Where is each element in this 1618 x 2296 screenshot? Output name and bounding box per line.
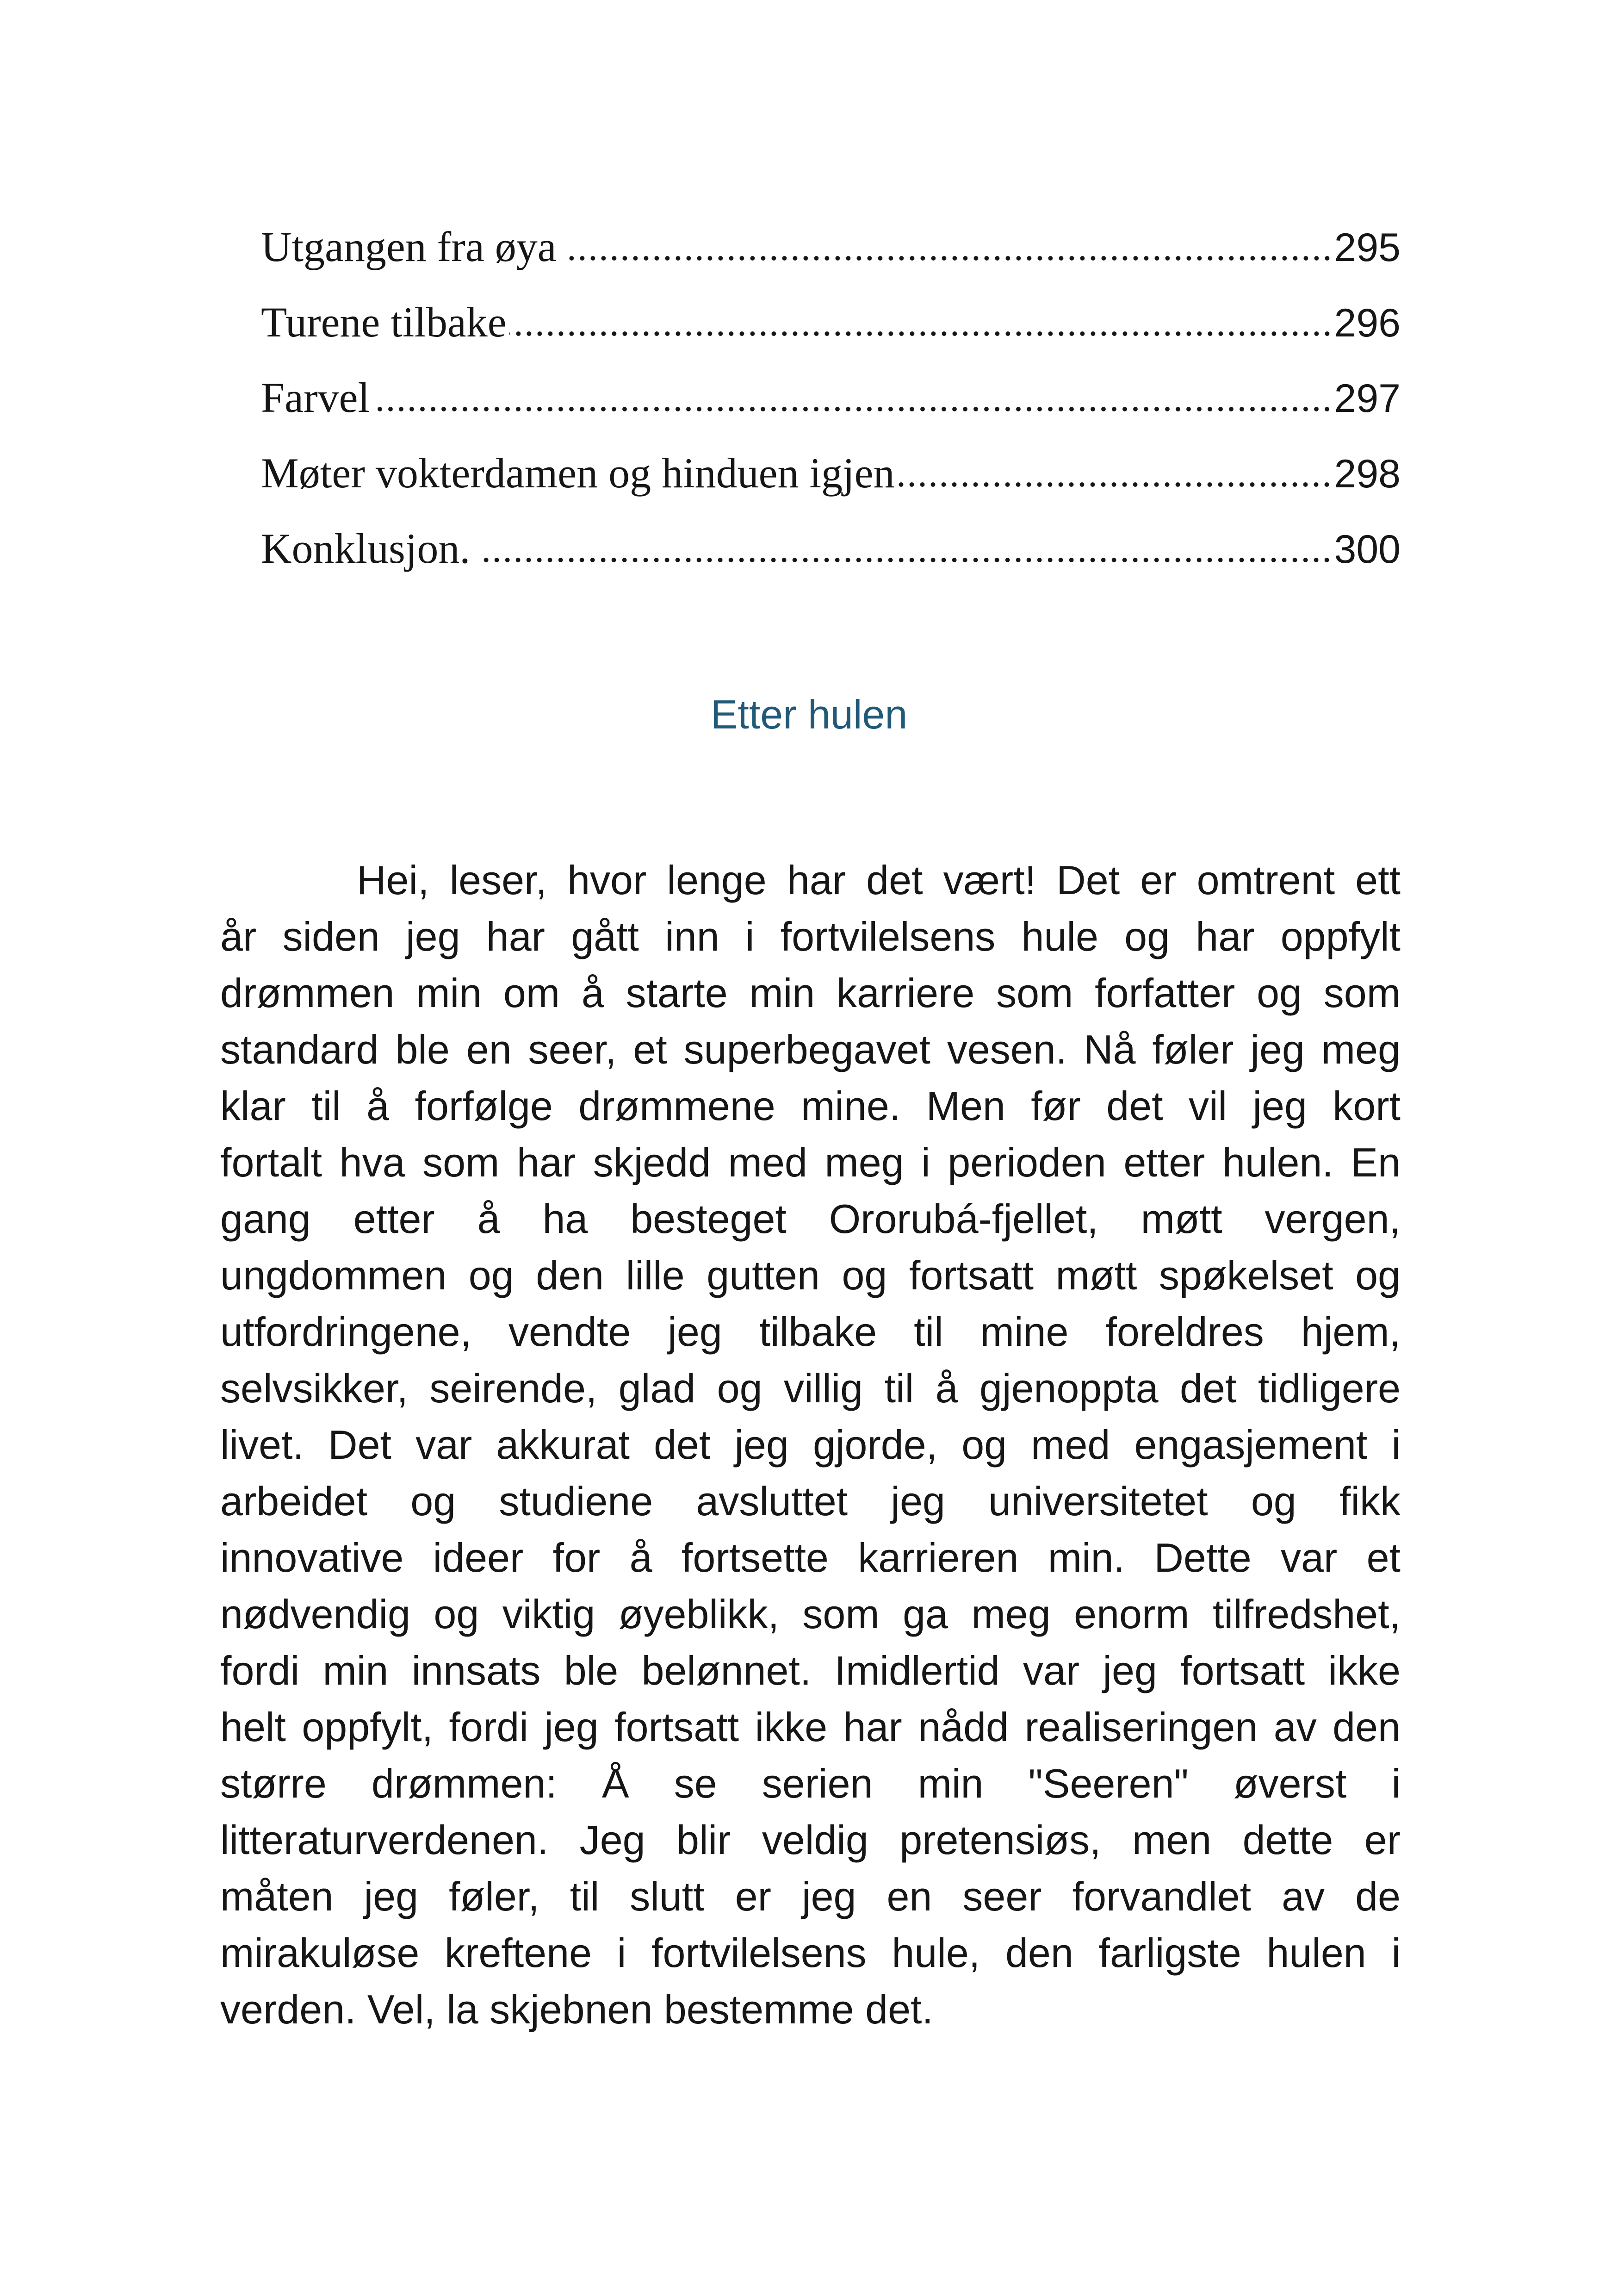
paragraph-line: standard ble en seer, et superbegavet vesen. Nå føler jeg meg — [220, 1027, 1401, 1072]
paragraph-line: større drømmen: Å se serien min "Seeren" øverst i — [220, 1761, 1401, 1806]
toc-page-number: 300 — [1334, 527, 1401, 572]
toc-entry-title: Farvel — [261, 374, 370, 421]
paragraph-line: nødvendig og viktig øyeblikk, som ga meg enorm tilfredshet, — [220, 1591, 1401, 1637]
toc-page-number: 296 — [1334, 301, 1401, 345]
table-of-contents — [261, 209, 1401, 586]
paragraph-line: klar til å forfølge drømmene mine. Men før det vil jeg kort — [220, 1083, 1401, 1129]
paragraph-line: fordi min innsats ble belønnet. Imidlertid var jeg fortsatt ikke — [220, 1648, 1401, 1693]
toc-entry — [261, 285, 1401, 360]
paragraph-line: gang etter å ha besteget Ororubá-fjellet, møtt vergen, — [220, 1196, 1401, 1242]
toc-entry-title: Møter vokterdamen og hinduen igjen — [261, 449, 895, 497]
toc-entry-title: Turene tilbake — [261, 299, 507, 346]
toc-leader-dots — [482, 554, 1332, 563]
paragraph-line: Hei, leser, hvor lenge har det vært! Det er omtrent ett — [357, 857, 1401, 903]
toc-page-number: 297 — [1334, 376, 1401, 421]
toc-entry — [261, 360, 1401, 436]
toc-entry-title: Konklusjon. — [261, 525, 471, 572]
chapter-heading: Etter hulen — [710, 691, 908, 737]
paragraph-line: litteraturverdenen. Jeg blir veldig pretensiøs, men dette er — [220, 1817, 1401, 1863]
paragraph-line: verden. Vel, la skjebnen bestemme det. — [220, 1986, 933, 2032]
paragraph-line: utfordringene, vendte jeg tilbake til mine foreldres hjem, — [220, 1309, 1401, 1355]
toc-entry — [261, 209, 1401, 285]
paragraph-line: ungdommen og den lille gutten og fortsatt møtt spøkelset og — [220, 1252, 1401, 1298]
paragraph-line: arbeidet og studiene avsluttet jeg universitetet og fikk — [220, 1478, 1401, 1524]
toc-page-number: 298 — [1334, 452, 1401, 496]
paragraph-line: drømmen min om å starte min karriere som forfatter og som — [220, 970, 1401, 1016]
paragraph-line: mirakuløse kreftene i fortvilelsens hule, den farligste hulen i — [220, 1930, 1401, 1976]
paragraph-line: måten jeg føler, til slutt er jeg en seer forvandlet av de — [220, 1873, 1401, 1919]
toc-entry-title: Utgangen fra øya — [261, 223, 557, 270]
toc-page-number: 295 — [1334, 225, 1401, 270]
paragraph-line: helt oppfylt, fordi jeg fortsatt ikke har nådd realiseringen av den — [220, 1704, 1401, 1750]
paragraph-line: selvsikker, seirende, glad og villig til å gjenoppta det tidligere — [220, 1365, 1401, 1411]
toc-entry — [261, 436, 1401, 511]
toc-leader-dots — [897, 478, 1332, 487]
paragraph-line: fortalt hva som har skjedd med meg i perioden etter hulen. En — [220, 1139, 1401, 1185]
toc-leader-dots — [372, 403, 1332, 412]
paragraph-line: år siden jeg har gått inn i fortvilelsens hule og har oppfylt — [220, 914, 1401, 959]
paragraph-line: livet. Det var akkurat det jeg gjorde, og med engasjement i — [220, 1422, 1401, 1468]
paragraph-line: innovative ideer for å fortsette karrieren min. Dette var et — [220, 1535, 1401, 1580]
toc-entry — [261, 511, 1401, 586]
toc-leader-dots — [509, 327, 1333, 336]
chapter-paragraph — [220, 852, 1401, 2038]
toc-leader-dots — [569, 252, 1333, 261]
